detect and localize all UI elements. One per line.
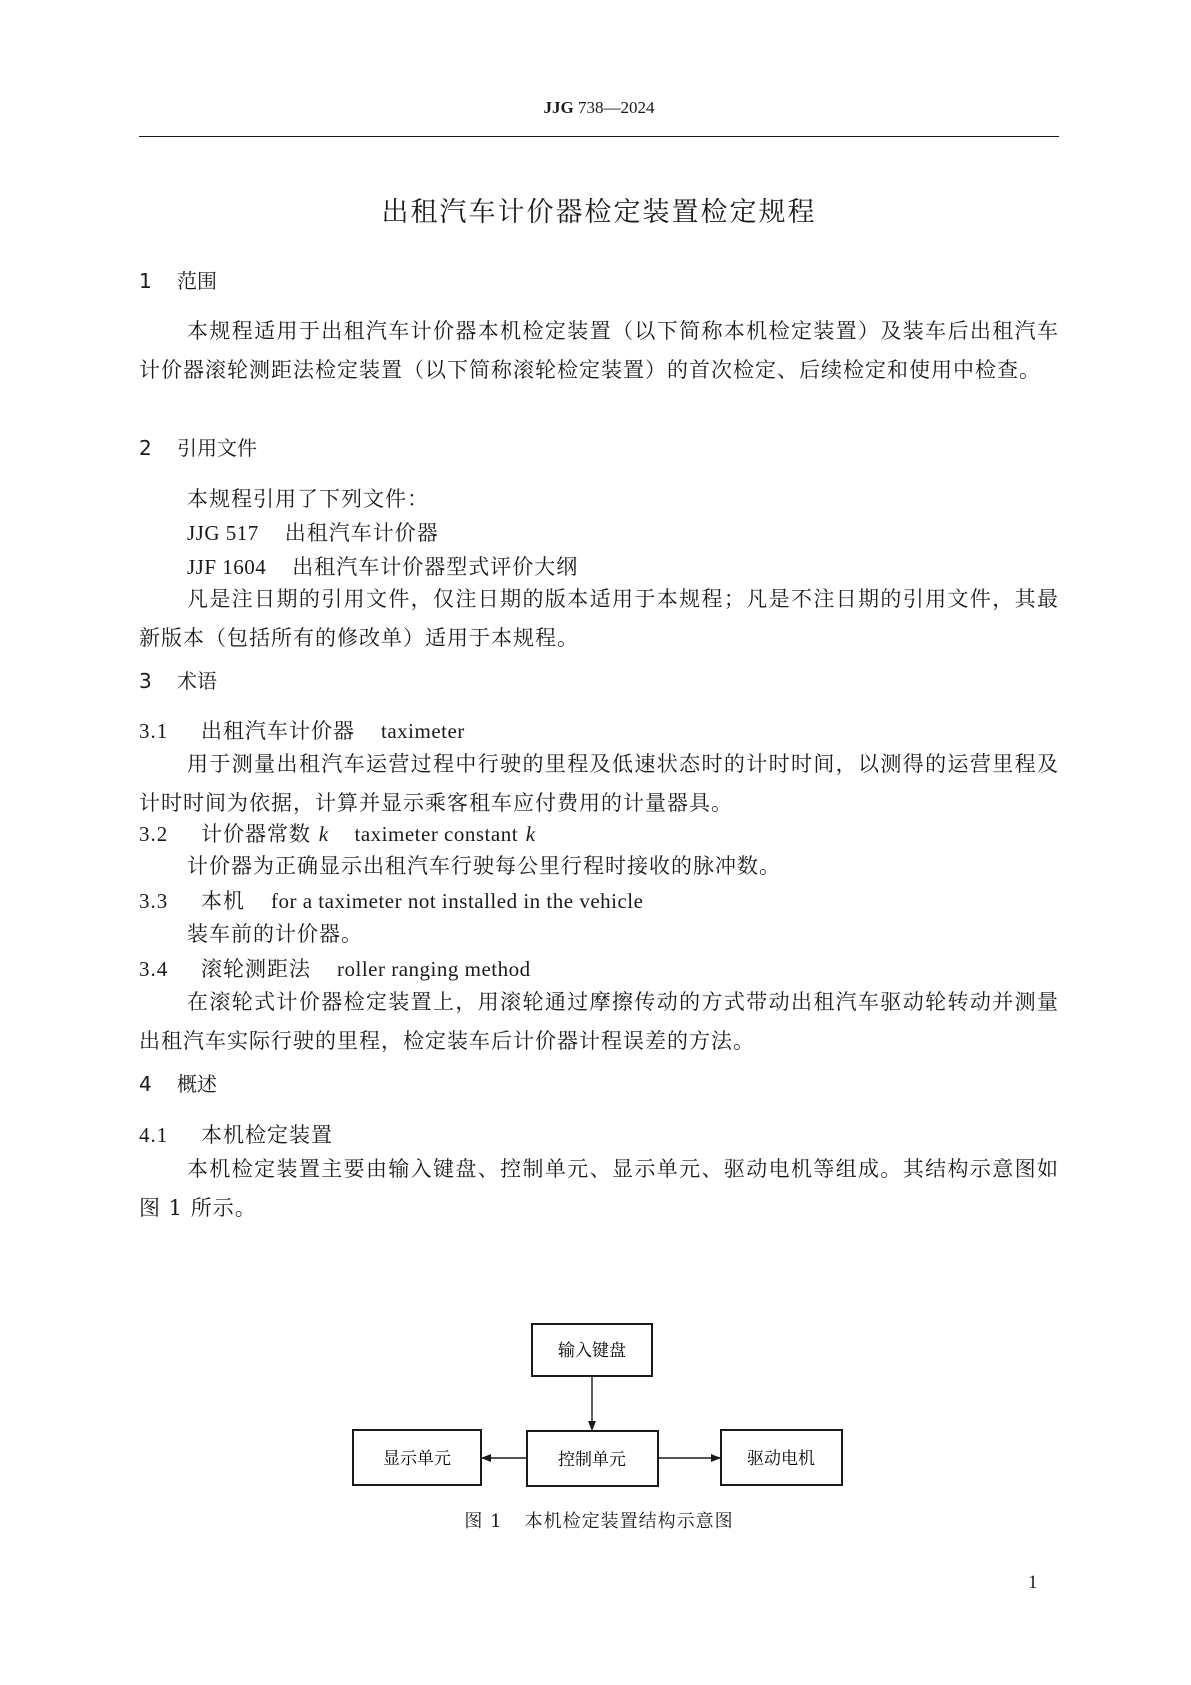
section-title: 术语 bbox=[177, 669, 217, 693]
term-3-3-definition: 装车前的计价器。 bbox=[187, 922, 363, 946]
section-number: 1 bbox=[139, 269, 152, 293]
keyboard-box bbox=[532, 1324, 652, 1376]
term-chinese: 本机 bbox=[201, 889, 245, 913]
figure-caption bbox=[139, 1507, 1059, 1533]
section-2-paragraph: 凡是注日期的引用文件，仅注日期的版本适用于本规程；凡是不注日期的引用文件，其最新版本（包括所有的修改单）适用于本规程。 bbox=[139, 587, 1059, 650]
term-chinese: 出租汽车计价器 bbox=[201, 719, 355, 743]
section-number: 4 bbox=[139, 1072, 152, 1096]
code-prefix: JJG bbox=[543, 98, 574, 117]
figure-title: 本机检定装置结构示意图 bbox=[524, 1511, 734, 1532]
page-title: 出租汽车计价器检定装置检定规程 bbox=[381, 197, 817, 228]
reference-name: 出租汽车计价器 bbox=[284, 521, 439, 545]
control-label: 控制单元 bbox=[558, 1450, 626, 1470]
display-box bbox=[353, 1430, 481, 1485]
term-chinese: 滚轮测距法 bbox=[201, 957, 311, 981]
control-box bbox=[527, 1431, 658, 1486]
section-title: 引用文件 bbox=[177, 436, 257, 460]
term-number: 3.2 bbox=[139, 822, 169, 846]
term-english: roller ranging method bbox=[337, 957, 531, 981]
term-english: taximeter constant bbox=[354, 822, 519, 846]
term-3-4-definition: 在滚轮式计价器检定装置上，用滚轮通过摩擦传动的方式带动出租汽车驱动轮转动并测量出租汽车实际行驶的里程，检定装车后计价器计程误差的方法。 bbox=[139, 990, 1059, 1053]
page-number: 1 bbox=[1028, 1572, 1038, 1593]
term-3-1-definition: 用于测量出租汽车运营过程中行驶的里程及低速状态时的计时时间，以测得的运营里程及计时时间为依据，计算并显示乘客租车应付费用的计量器具。 bbox=[139, 752, 1059, 815]
section-2-intro: 本规程引用了下列文件： bbox=[187, 487, 429, 511]
section-1-paragraph: 本规程适用于出租汽车计价器本机检定装置（以下简称本机检定装置）及装车后出租汽车计价器滚轮测距法检定装置（以下简称滚轮检定装置）的首次检定、后续检定和使用中检查。 bbox=[139, 319, 1059, 382]
code-number: 738—2024 bbox=[573, 98, 655, 117]
term-symbol: k bbox=[318, 822, 329, 846]
term-3-2-definition: 计价器为正确显示出租汽车行驶每公里行程时接收的脉冲数。 bbox=[187, 854, 781, 878]
motor-label: 驱动电机 bbox=[747, 1449, 815, 1469]
reference-name: 出租汽车计价器型式评价大纲 bbox=[292, 555, 579, 579]
keyboard-label: 输入键盘 bbox=[558, 1341, 626, 1361]
section-title: 概述 bbox=[177, 1072, 217, 1096]
term-number: 3.4 bbox=[139, 957, 169, 981]
section-number: 2 bbox=[139, 436, 152, 460]
subsection-title: 本机检定装置 bbox=[201, 1123, 333, 1147]
term-number: 3.3 bbox=[139, 889, 169, 913]
term-english: for a taximeter not installed in the vehicle bbox=[271, 889, 644, 913]
reference-code: JJF 1604 bbox=[187, 555, 267, 579]
subsection-4-1-paragraph: 本机检定装置主要由输入键盘、控制单元、显示单元、驱动电机等组成。其结构示意图如图 1 所示。 bbox=[139, 1157, 1059, 1220]
subsection-number: 4.1 bbox=[139, 1123, 169, 1147]
motor-box bbox=[721, 1430, 842, 1485]
section-number: 3 bbox=[139, 669, 152, 693]
term-english: taximeter bbox=[381, 719, 465, 743]
reference-code: JJG 517 bbox=[187, 521, 259, 545]
display-label: 显示单元 bbox=[383, 1449, 451, 1469]
term-number: 3.1 bbox=[139, 719, 169, 743]
term-symbol: k bbox=[525, 822, 536, 846]
term-chinese: 计价器常数 bbox=[201, 822, 311, 846]
figure-number: 图 1 bbox=[464, 1511, 503, 1532]
section-title: 范围 bbox=[177, 269, 217, 293]
